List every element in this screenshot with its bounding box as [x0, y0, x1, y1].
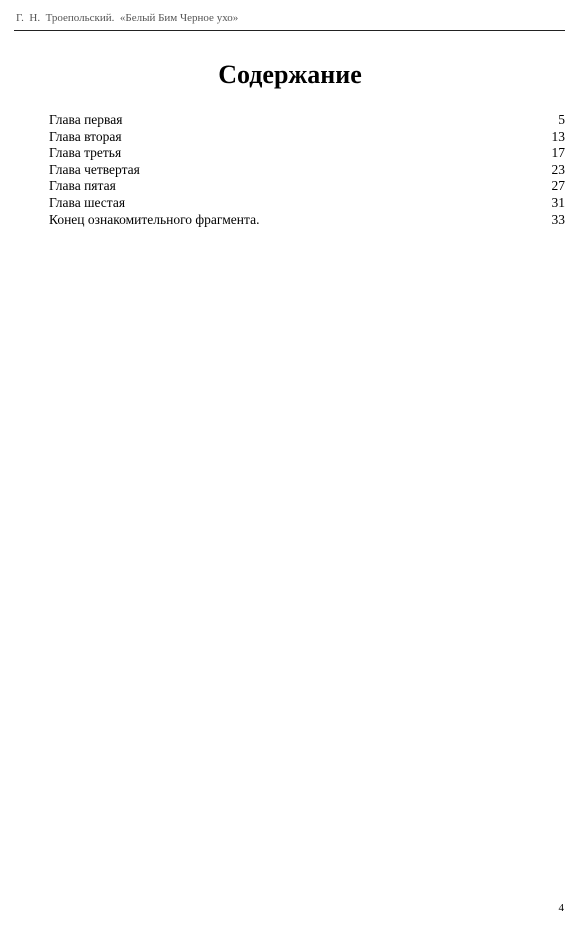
- toc-entry[interactable]: [49, 212, 565, 229]
- toc-entry[interactable]: [49, 178, 565, 195]
- running-header: Г. Н. Троепольский. «Белый Бим Черное ухо»: [16, 12, 239, 24]
- toc-entry[interactable]: [49, 195, 565, 212]
- toc-entry-page: 23: [551, 161, 565, 177]
- toc-entry-page: 33: [551, 211, 565, 227]
- toc-entry[interactable]: [49, 145, 565, 162]
- toc-entry-page: 13: [551, 128, 565, 144]
- toc-entry-page: 5: [558, 112, 565, 127]
- toc-entry-label: Глава третья: [49, 145, 122, 161]
- header-divider: [14, 30, 565, 31]
- toc-entry-page: 27: [551, 178, 565, 194]
- toc-entry-label: Глава первая: [49, 112, 123, 127]
- toc-entry-label: Конец ознакомительного фрагмента.: [49, 211, 260, 227]
- toc-entry-label: Глава пятая: [49, 178, 116, 194]
- toc-entry-label: Глава вторая: [49, 128, 122, 144]
- toc-entry[interactable]: [49, 129, 565, 146]
- page-title: Содержание: [218, 60, 362, 89]
- toc-entry-page: 31: [551, 194, 565, 210]
- toc-entry[interactable]: [49, 112, 565, 129]
- toc-entry-label: Глава шестая: [49, 194, 126, 210]
- toc-entry-label: Глава четвертая: [49, 161, 140, 177]
- toc-entry-page: 17: [551, 145, 565, 161]
- page-number: 4: [558, 902, 564, 914]
- table-of-contents: [49, 112, 565, 228]
- toc-entry[interactable]: [49, 162, 565, 179]
